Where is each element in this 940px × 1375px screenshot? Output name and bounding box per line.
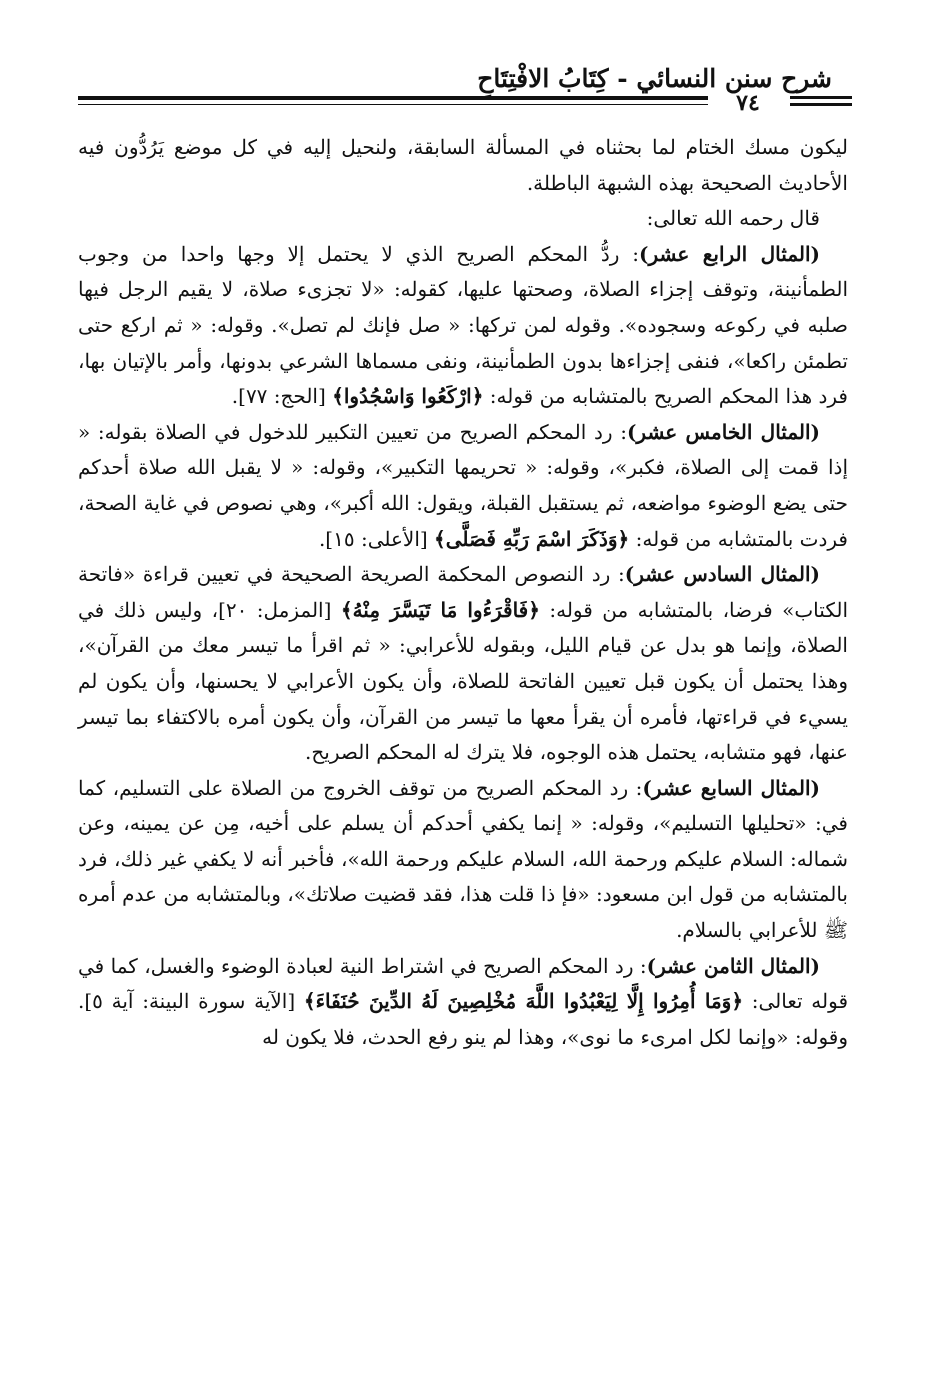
example-label: (المثال الرابع عشر) [639,241,820,266]
paragraph-text: : رد المحكم الصريح في اشتراط النية لعبادة الوضوء والغسل، كما في قوله تعالى: [78,953,849,1014]
paragraph-text: [الآية سورة البينة: آية ٥]. وقوله: «وإنما لكل امرىء ما نوى»، وهذا لم ينو رفع الحدث، فلا يكون له [78,989,848,1049]
paragraph-example-14 [78,237,848,415]
page-number-rule-bottom [790,103,852,106]
header-rule-thin [78,104,708,105]
example-label: (المثال السادس عشر) [624,562,820,587]
header-rule-thick [78,96,708,100]
example-label: (المثال الخامس عشر) [626,419,821,444]
paragraph-qala [78,201,848,237]
example-label: (المثال الثامن عشر) [646,953,820,978]
quran-quote: ﴿فَاقْرَءُوا مَا تَيَسَّرَ مِنْهُ﴾ [340,597,540,622]
paragraph-example-18 [78,949,848,1056]
paragraph-example-16 [78,557,848,771]
paragraph-text: : ردُّ المحكم الصريح الذي لا يحتمل إلا وجها واحدا من وجوب الطمأنينة، وتوقف إجزاء الصلاة، وصحتها عليها، كقوله: «لا تجزىء صلاة، لا يقيم الرجل فيها صلبه في ركوعه وسجوده». وقوله لمن تركها: « صل فإنك لم تصل». وقوله: « ثم اركع حتى تطمئن راكعا»، فنفى إجزاءها بدون الطمأنينة، ونفى مسماها الشرعي بدونها، وأمر بالإتيان بها، فرد هذا المحكم الصريح بالمتشابه من قوله: [78,241,848,409]
paragraph-text: : رد النصوص المحكمة الصريحة الصحيحة في تعيين قراءة «فاتحة الكتاب» فرضا، بالمتشابه من قوله: [78,562,849,622]
paragraph-text: : رد المحكم الصريح من تعيين التكبير للدخول في الصلاة بقوله: « إذا قمت إلى الصلاة، فكبر»، وقوله: « تحريمها التكبير»، وقوله: « لا يقبل الله صلاة أحدكم حتى يضع الوضوء مواضعه، ثم يستقبل القبلة، ويقول: الله أكبر»، وهي نصوص في غاية الصحة، فردت بالمتشابه من قوله: [78,419,848,551]
paragraph-text: [الأعلى: ١٥]. [318,526,435,551]
quran-quote: ﴿وَذَكَرَ اسْمَ رَبِّهِ فَصَلَّى﴾ [434,526,630,551]
body-text [78,130,848,1055]
paragraph-text: [الحج: ٧٧]. [231,384,333,409]
paragraph-example-15 [78,415,848,557]
paragraph-intro [78,130,848,201]
example-label: (المثال السابع عشر) [642,775,820,800]
paragraph-text: [المزمل: ٢٠]، وليس ذلك في الصلاة، وإنما هو بدل عن قيام الليل، وبقوله للأعرابي: « ثم اقرأ ما تيسر معك من القرآن»، وهذا يحتمل أن يكون قبل تعيين الفاتحة للصلاة، وأن يكون الأعرابي لا يحسنها، وأن يكون لم يسيء في قراءتها، فأمره أن يقرأ معها ما تيسر من القرآن، وأن يكون أمره بالاكتفاء بما تيسر عنها، فهو متشابه، يحتمل هذه الوجوه، فلا يترك له المحكم الصريح. [78,597,848,765]
page-number: ٧٤ [736,90,760,116]
paragraph-text: : رد المحكم الصريح من توقف الخروج من الصلاة على التسليم، كما في: «تحليلها التسليم»، وقوله: « إنما يكفي أحدكم أن يسلم على أخيه، مِن عن يمينه، وعن شماله: السلام عليكم ورحمة الله، السلام عليكم ورحمة الله»، فأخبر أنه لا يكفي غير ذلك، فرد بالمتشابه من قول ابن مسعود: «فإ ذا قلت هذا، فقد قضيت صلاتك»، وبالمتشابه من عدم أمره ﷺ للأعرابي بالسلام. [78,775,848,943]
paragraph-example-17 [78,771,848,949]
quran-quote: ﴿وَمَا أُمِرُوا إِلَّا لِيَعْبُدُوا اللَّهَ مُخْلِصِينَ لَهُ الدِّينَ حُنَفَاءَ﴾ [303,989,744,1014]
paragraph-text: ليكون مسك الختام لما بحثناه في المسألة السابقة، ولنحيل إليه في كل موضع يَرُدُّون فيه الأحاديث الصحيحة بهذه الشبهة الباطلة. [78,135,848,195]
paragraph-text: قال رحمه الله تعالى: [646,206,820,231]
page-header [78,56,852,116]
quran-quote: ﴿ارْكَعُوا وَاسْجُدُوا﴾ [332,384,484,409]
running-title: شرح سنن النسائي - كِتَابُ الافْتِتَاحِ [477,64,832,93]
page-number-rule-top [790,96,852,99]
